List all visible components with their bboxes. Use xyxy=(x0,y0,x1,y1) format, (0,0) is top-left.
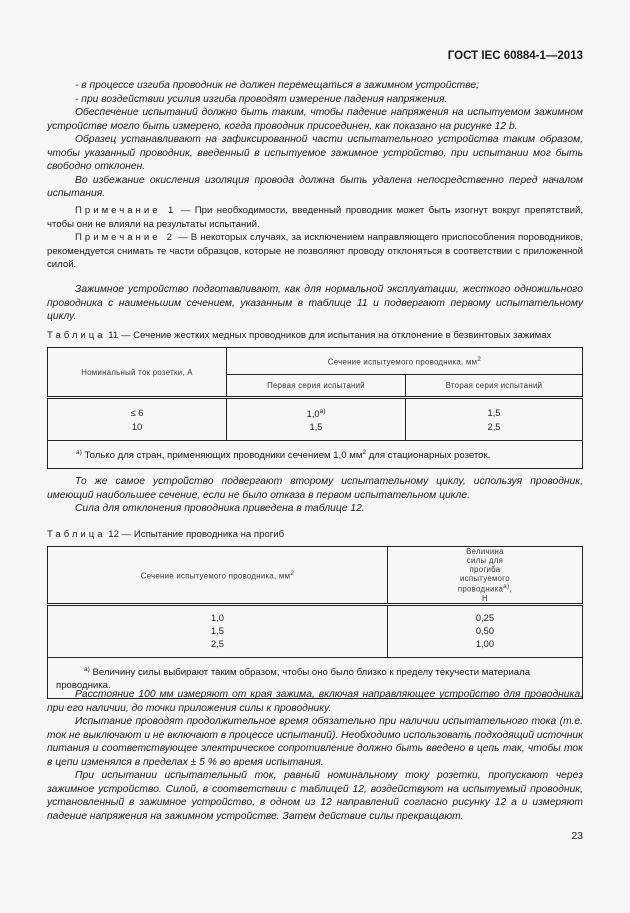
paragraph: - в процессе изгиба проводник не должен перемещаться в зажимном устройстве; xyxy=(75,80,479,91)
notes xyxy=(47,204,583,272)
column-header: Первая серия испытаний xyxy=(227,375,406,398)
text-block-top xyxy=(47,79,583,201)
column-header: Величина силы для прогиба испытуемого проводника$^{а)}$, Н xyxy=(387,547,582,605)
table-11 xyxy=(47,347,583,469)
note-text: — В некоторых случаях, за исключением направляющего приспособления поpоводников, рекомендуется снимать те части образцов, которые не позволяют проводу отклоняться в соответствии с приложенной силой. xyxy=(47,232,584,270)
note xyxy=(47,231,583,272)
table-11-caption: Таблица 11 — Сечение жестких медных проводников для испытания на отклонение в безвинтовых зажимах xyxy=(47,330,552,341)
note-label: Примечание 2 xyxy=(75,232,175,243)
paragraph: Образец устанавливают на зафиксированной части испытательного устройства таким образом, чтобы указанный проводник, введенный в испытуемое зажимное устройство, при испытании мог быть свободно отклонен. xyxy=(47,134,583,172)
text-block-bottom xyxy=(47,688,583,823)
paragraph: Сила для отклонения проводника приведена в таблице 12. xyxy=(75,503,365,514)
table-footnote: $^{а)}$ Величину силы выбирают таким образом, чтобы оно было близко к пределу текучести материала проводника. xyxy=(48,657,583,698)
paragraph: - при воздействии усилия изгиба проводят измерение падения напряжения. xyxy=(75,93,448,105)
column-header: Номинальный ток розетки, А xyxy=(48,348,227,398)
table-12-caption: Таблица 12 — Испытание проводника на прогиб xyxy=(47,529,285,540)
document-header: ГОСТ IEC 60884-1—2013 xyxy=(447,50,583,62)
paragraph: Зажимное устройство подготавливают, как для нормальной эксплуатации, жесткого одножильного проводника с наименьшим сечением, указанным в таблице 11 и подвергают первому испытательному циклу. xyxy=(47,284,583,322)
column-header: Вторая серия испытаний xyxy=(406,375,583,398)
table-12 xyxy=(47,546,583,699)
table-row: 1,5 0,50 xyxy=(48,625,583,638)
column-header: Сечение испытуемого проводника, $мм^2$ xyxy=(48,547,388,605)
paragraph: При испытании испытательный ток, равный номинальному току розетки, пропускают через зажимное устройство. Силой, в соответствии с таблицей 12, воздействуют на испытуемый проводник, установленный в зажимное устройство, в одном из 12 направлений согласно рисунку 12 a и измеряют падение напряжения на зажимном устройстве. Затем действие силы прекращают. xyxy=(47,770,583,822)
paragraph: То же самое устройство подвергают второму испытательному циклу, используя проводник, имеющий наибольшее сечение, если не было отказа в первом испытательном цикле. xyxy=(47,476,583,501)
table-footnote: $^{а)}$ Только для стран, применяющих проводники сечением 1,0 $мм^2$ для стационарных розеток. xyxy=(48,441,583,469)
note-label: Примечание 1 xyxy=(75,205,177,216)
paragraph: Во избежание окисления изоляция провода должна быть удалена непосредственно перед началом испытания. xyxy=(47,174,583,199)
text-block-mid xyxy=(47,475,583,516)
paragraph: Испытание проводят продолжительное время обязательно при наличии испытательного тока (т.е. ток не выключают и не включают в процессе испытаний). Необходимо использовать подходящий источник питания и соответствующее электрическое сопротивление должно быть введено в цепь так, чтобы ток в цепи изменялся в пределах ± 5 % во время испытания. xyxy=(47,716,583,768)
paragraph: Расстояние 100 мм измеряют от края зажима, включая направляющее устройство для проводника, при его наличии, до точки приложения силы к проводнику. xyxy=(47,689,583,714)
note-text: — При необходимости, введенный проводник может быть изогнут вокруг препятствий, чтобы они не влияли на результаты испытаний. xyxy=(47,205,584,230)
paragraph: Обеспечение испытаний должно быть таким, чтобы падение напряжения на испытуемом зажимном устройстве могло быть измерено, когда проводник присоединен, как показано на рисунке 12 b. xyxy=(47,107,583,132)
table-row: ≤ 6 $1,0^{а)}$ 1,5 xyxy=(48,398,583,422)
column-group-header: Сечение испытуемого проводника, $мм^2$ xyxy=(227,348,583,375)
note xyxy=(47,204,583,231)
table-row: 2,5 1,00 xyxy=(48,638,583,658)
page-number: 23 xyxy=(571,830,583,842)
table-row: 10 1,5 2,5 xyxy=(48,421,583,441)
table-row: 1,0 0,25 xyxy=(48,604,583,625)
